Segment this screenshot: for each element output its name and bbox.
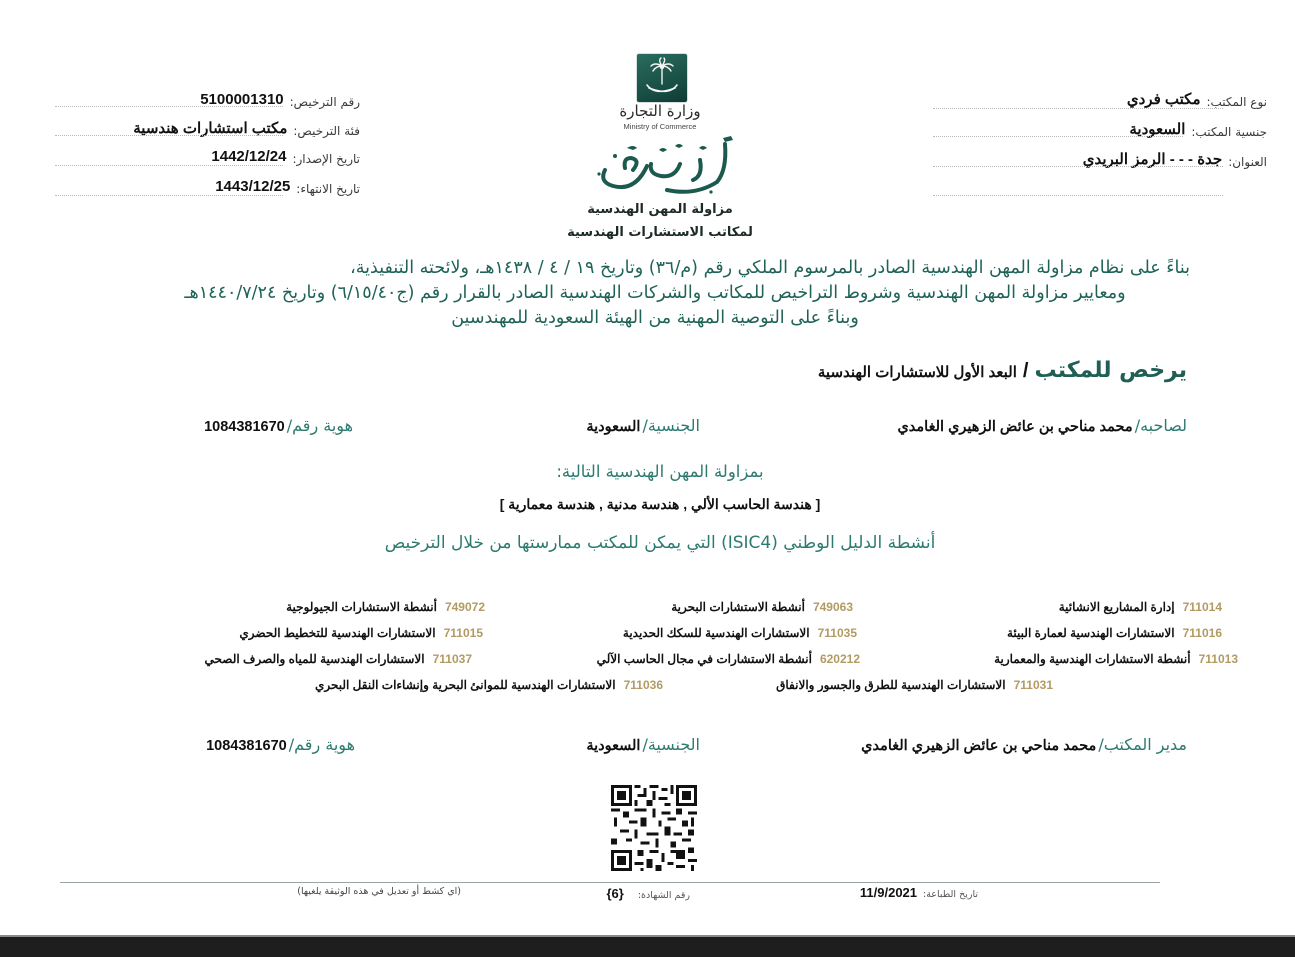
activity-name: الاستشارات الهندسية للسكك الحديدية	[622, 626, 810, 640]
tamper-warning-text: (اي كشط أو تعديل في هذه الوثيقة يلغيها)	[297, 886, 461, 897]
office-type-label: نوع المكتب:	[1206, 95, 1267, 109]
viewer-bottom-bar	[0, 935, 1295, 957]
qr-code-icon[interactable]	[611, 785, 697, 871]
activity-code: 711036	[623, 678, 663, 692]
license-heading-separator: /	[1022, 360, 1029, 382]
dotted-divider	[55, 195, 283, 196]
activity-item	[994, 652, 1238, 666]
activity-name: الاستشارات الهندسية للتخطيط الحضري	[239, 626, 436, 640]
dotted-divider	[933, 136, 1183, 137]
owner-nationality-field	[586, 416, 700, 435]
print-date-value: 11/9/2021	[859, 885, 918, 900]
expiry-date-label: تاريخ الانتهاء:	[296, 182, 360, 196]
activity-name: أنشطة الاستشارات الجيولوجية	[286, 600, 437, 614]
license-category-label: فئة الترخيص:	[293, 124, 360, 138]
owner-nationality-label: الجنسية/	[642, 416, 700, 435]
activity-code: 711015	[443, 626, 483, 640]
activity-item	[623, 626, 857, 640]
activity-item	[1059, 600, 1222, 614]
footer-divider	[60, 882, 1160, 883]
activity-name: الاستشارات الهندسية للمياه والصرف الصحي	[204, 652, 425, 666]
license-number-label: رقم الترخيص:	[289, 95, 360, 109]
manager-nationality-value: السعودية	[586, 738, 641, 754]
expiry-date-value: 1443/12/25	[215, 178, 291, 195]
address-value: جدة - - - الرمز البريدي	[1082, 151, 1223, 168]
dotted-divider	[933, 108, 1223, 109]
activity-item	[239, 626, 483, 640]
owner-id-value: 1084381670	[204, 419, 285, 435]
owner-id-label: هوية رقم/	[286, 416, 353, 435]
print-date-field	[860, 885, 978, 900]
activity-name: الاستشارات الهندسية للطرق والجسور والانفاق	[776, 678, 1006, 692]
practice-list: [ هندسة الحاسب الألي , هندسة مدنية , هندسة معمارية ]	[499, 496, 821, 512]
isic-activities-title: أنشطة الدليل الوطني (ISIC4) التي يمكن للمكتب ممارستها من خلال الترخيص	[384, 533, 936, 553]
manager-id-field	[206, 735, 355, 754]
activity-code: 620212	[819, 652, 860, 666]
manager-name-value: محمد مناحي بن عائض الزهيري الغامدي	[861, 738, 1097, 754]
activity-item	[776, 678, 1053, 692]
office-nationality-value: السعودية	[1129, 121, 1186, 138]
owner-nationality-value: السعودية	[586, 419, 641, 435]
owner-name-value: محمد مناحي بن عائض الزهيري الغامدي	[897, 419, 1133, 435]
owner-name-label: لصاحبه/	[1134, 416, 1187, 435]
activity-code: 711031	[1013, 678, 1053, 692]
preamble-line-1: بناءً على نظام مزاولة المهن الهندسية الصادر بالمرسوم الملكي رقم (م/٣٦) وتاريخ ١٩ / ٤ / ١٤٣٨هـ، ولائحته التنفيذية،	[350, 258, 1190, 278]
dotted-divider	[933, 195, 1223, 196]
activity-item	[205, 652, 472, 666]
license-number-value: 5100001310	[200, 91, 284, 108]
manager-nationality-label: الجنسية/	[642, 735, 700, 754]
preamble-line-2: ومعايير مزاولة المهن الهندسية وشروط التراخيص للمكاتب والشركات الهندسية الصادر بالقرار رقم (ج٦/١٥/٤٠) وتاريخ ١٤٤٠/٧/٢٤هـ	[184, 283, 1126, 303]
dotted-divider	[933, 166, 1223, 167]
activity-code: 711013	[1198, 652, 1238, 666]
office-type-value: مكتب فردي	[1126, 91, 1201, 108]
activity-code: 711014	[1182, 600, 1222, 614]
dotted-divider	[55, 106, 283, 107]
preamble-text	[120, 256, 1190, 331]
activity-code: 711035	[817, 626, 857, 640]
manager-nationality-field	[586, 735, 700, 754]
manager-id-label: هوية رقم/	[288, 735, 355, 754]
office-nationality-label: جنسية المكتب:	[1191, 125, 1267, 139]
activity-item	[315, 678, 663, 692]
license-heading-label: يرخص للمكتب	[1034, 358, 1187, 383]
activity-code: 749072	[444, 600, 485, 614]
dotted-divider	[55, 165, 283, 166]
print-date-label: تاريخ الطباعة:	[923, 889, 978, 900]
activity-name: إدارة المشاريع الانشائية	[1058, 600, 1175, 614]
manager-name-label: مدير المكتب/	[1098, 735, 1187, 754]
certificate-number-value: {6}	[606, 886, 624, 901]
activity-code: 711016	[1182, 626, 1222, 640]
activity-item	[597, 652, 860, 666]
office-type-field	[1121, 86, 1267, 110]
preamble-line-3: وبناءً على التوصية المهنية من الهيئة السعودية للمهندسين	[451, 308, 859, 328]
issue-date-field	[205, 143, 360, 167]
activity-item	[286, 600, 485, 614]
activity-name: أنشطة الاستشارات في مجال الحاسب الآلي	[596, 652, 812, 666]
owner-name-field	[897, 416, 1187, 435]
tarkhis-calligraphy-logo	[575, 130, 745, 202]
activity-name: الاستشارات الهندسية للموانئ البحرية وإنشاءات النقل البحري	[314, 678, 616, 692]
manager-name-field	[861, 735, 1187, 754]
issue-date-value: 1442/12/24	[211, 148, 287, 165]
saudi-emblem-icon	[637, 54, 687, 102]
tamper-warning	[297, 886, 461, 897]
activity-item	[671, 600, 853, 614]
dotted-divider	[55, 135, 283, 136]
office-name: البعد الأول للاستشارات الهندسية	[817, 364, 1017, 381]
logo-subtitle-1: مزاولة المهن الهندسية	[587, 202, 733, 217]
manager-id-value: 1084381670	[206, 738, 287, 754]
activity-name: الاستشارات الهندسية لعمارة البيئة	[1007, 626, 1175, 640]
activity-name: أنشطة الاستشارات الهندسية والمعمارية	[994, 652, 1191, 666]
expiry-date-field	[209, 173, 360, 197]
activity-code: 711037	[432, 652, 472, 666]
certificate-number-field	[606, 886, 690, 901]
issue-date-label: تاريخ الإصدار:	[292, 152, 360, 166]
certificate-number-label: رقم الشهادة:	[637, 890, 690, 901]
activity-code: 749063	[812, 600, 853, 614]
logo-subtitle-2: لمكاتب الاستشارات الهندسية	[567, 225, 753, 240]
activity-name: أنشطة الاستشارات البحرية	[671, 600, 805, 614]
ministry-name-english: Ministry of Commerce	[623, 122, 697, 131]
practice-title: بمزاولة المهن الهندسية التالية:	[556, 462, 764, 481]
license-category-value: مكتب استشارات هندسية	[133, 120, 288, 137]
activity-item	[1007, 626, 1222, 640]
owner-id-field	[204, 416, 353, 435]
license-heading	[818, 358, 1187, 383]
address-label: العنوان:	[1228, 155, 1267, 169]
ministry-name-arabic: وزارة التجارة	[619, 102, 701, 120]
